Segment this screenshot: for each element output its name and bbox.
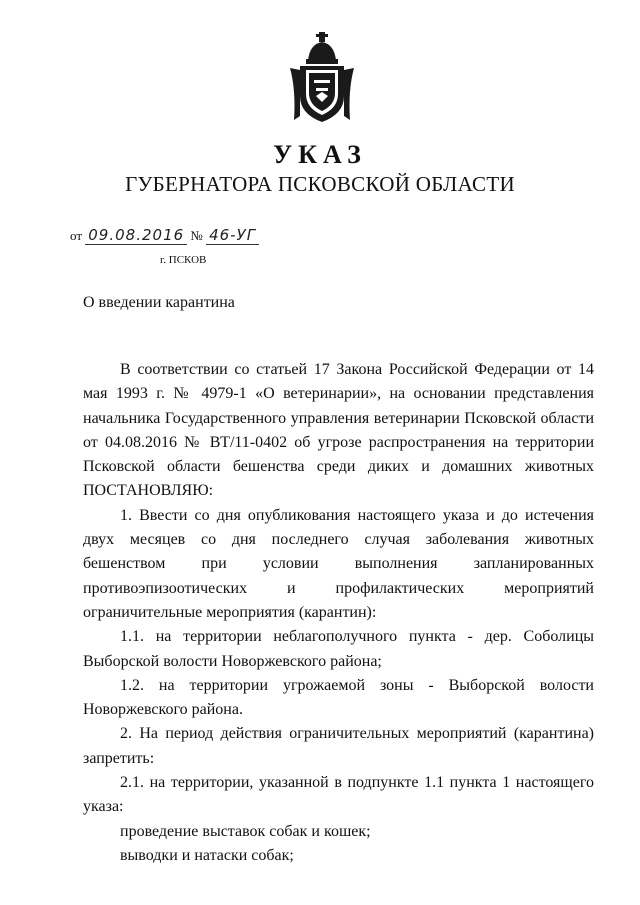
paragraph-preamble: В соответствии со статьей 17 Закона Российской Федерации от 14 мая 1993 г. № 4979-1 «О ветеринарии», на основании представления начальника Государственного управления ветеринарии Псковской области от 04.08.2016 № ВТ/11-0402 об угрозе распространения на территории Псковской области бешенства среди диких и домашних животных ПОСТАНОВЛЯЮ:: [83, 361, 594, 500]
paragraph-list-item: проведение выставок собак и кошек;: [120, 822, 371, 840]
paragraph-item-1-2: 1.2. на территории угрожаемой зоны - Выборской волости Новоржевского района.: [83, 676, 594, 719]
date-prefix: от: [70, 228, 83, 243]
handwritten-number: 46-УГ: [206, 226, 259, 245]
document-body: [83, 358, 594, 868]
city-label: г. ПСКОВ: [160, 254, 207, 266]
paragraph-list-item: выводки и натаски собак;: [120, 846, 294, 864]
document-subject: О введении карантина: [83, 294, 235, 311]
paragraph-item-2-1: 2.1. на территории, указанной в подпункте 1.1 пункта 1 настоящего указа:: [83, 774, 594, 816]
paragraph-item-1: 1. Ввести со дня опубликования настоящего указа и до истечения двух месяцев со дня последнего случая заболевания животных бешенством при условии выполнения запланированных противоэпизоотических и профилактических мероприятий ограничительные мероприятия (карантин):: [83, 506, 594, 621]
date-number-line: [70, 226, 259, 245]
handwritten-date: 09.08.2016: [85, 226, 187, 245]
number-prefix: №: [190, 228, 203, 243]
paragraph-item-1-1: 1.1. на территории неблагополучного пункта - дер. Соболицы Выборской волости Новоржевского района;: [83, 628, 594, 670]
document-title: УКАЗ: [273, 140, 367, 169]
pskov-coat-of-arms-icon: [286, 30, 358, 128]
document-subtitle: ГУБЕРНАТОРА ПСКОВСКОЙ ОБЛАСТИ: [125, 172, 515, 196]
paragraph-item-2: 2. На период действия ограничительных мероприятий (карантина) запретить:: [83, 725, 594, 767]
